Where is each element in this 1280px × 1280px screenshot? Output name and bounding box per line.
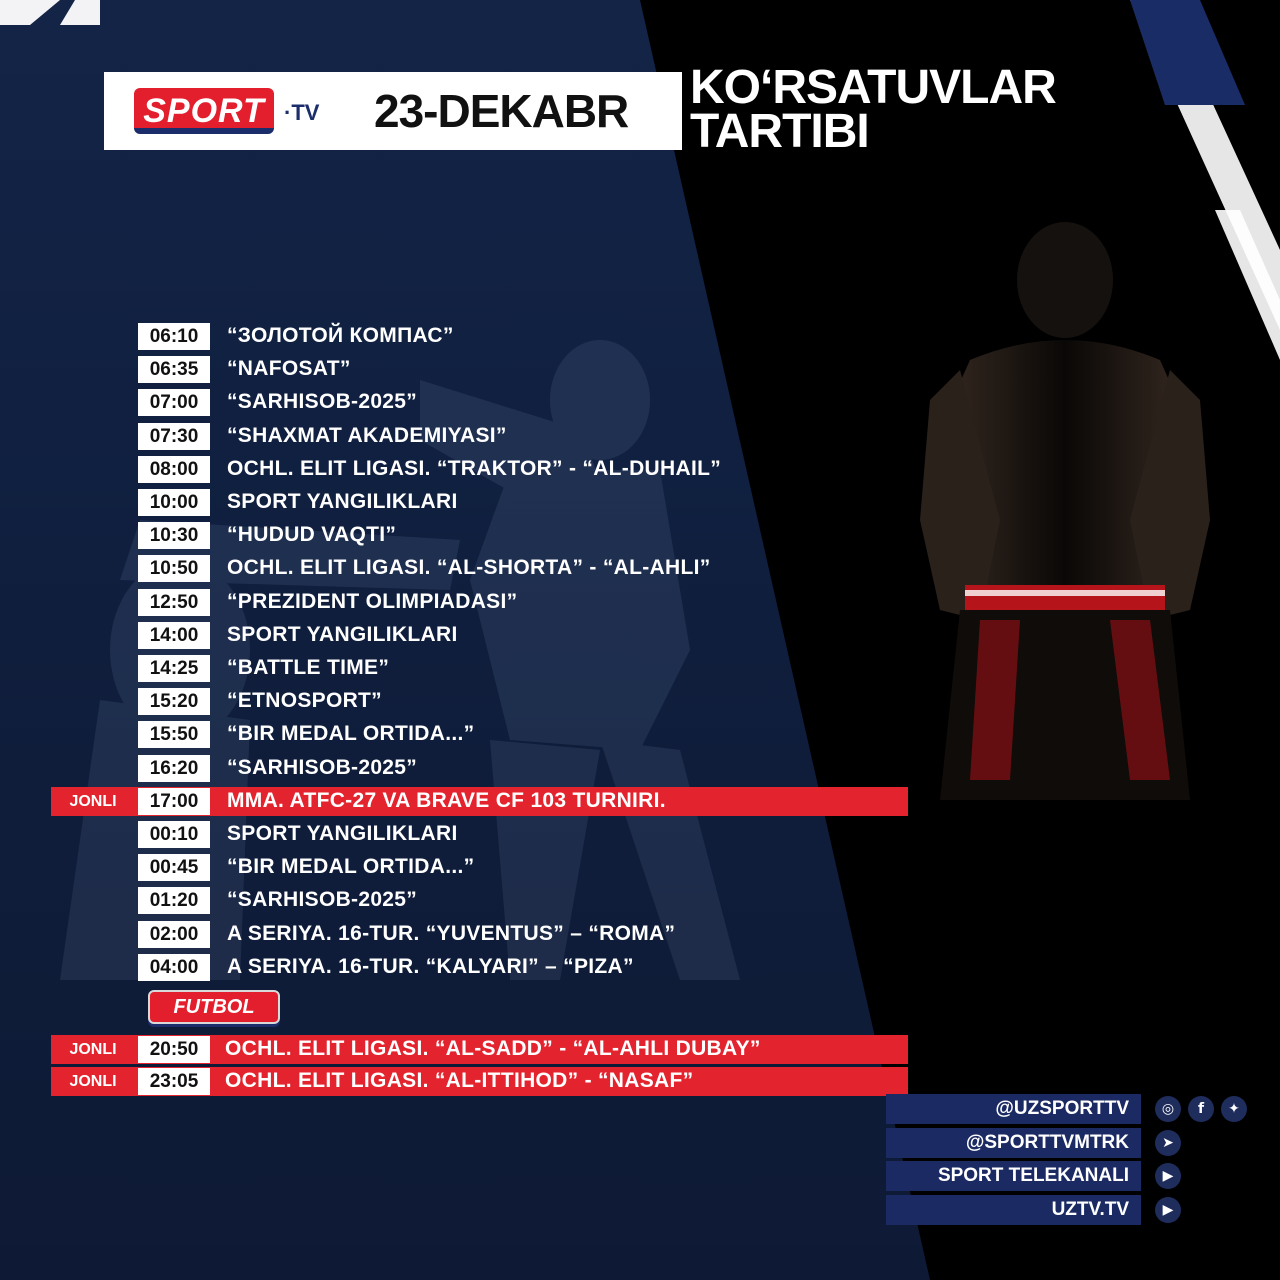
schedule-title: “BIR MEDAL ORTIDA...” [227, 722, 475, 746]
schedule-row [0, 820, 910, 848]
schedule-time: 16:20 [138, 755, 210, 782]
schedule-time: 10:00 [138, 489, 210, 516]
youtube-icon[interactable]: ▶ [1155, 1163, 1181, 1189]
schedule-row [0, 422, 910, 450]
header-title-line1: KO‘RSATUVLAR [690, 61, 1056, 114]
schedule-row [0, 588, 910, 616]
schedule-time: 10:30 [138, 522, 210, 549]
social-link-row[interactable] [886, 1195, 1141, 1225]
header-title-line2: TARTIBI [690, 105, 869, 158]
schedule-row [0, 521, 910, 549]
header-bar [104, 72, 682, 150]
schedule-row [0, 1035, 910, 1063]
schedule-title: OCHL. ELIT LIGASI. “AL-SHORTA” - “AL-AHLI” [227, 556, 711, 580]
schedule-row [0, 1067, 910, 1095]
schedule-time: 10:50 [138, 555, 210, 582]
schedule-title: SPORT YANGILIKLARI [227, 622, 458, 646]
schedule-time: 06:35 [138, 356, 210, 383]
schedule-time: 20:50 [138, 1036, 210, 1063]
instagram-icon[interactable]: ◎ [1155, 1096, 1181, 1122]
schedule-row [0, 621, 910, 649]
social-link-text[interactable]: SPORT TELEKANALI [937, 1165, 1129, 1186]
social-link-row[interactable] [886, 1161, 1141, 1191]
schedule-time: 17:00 [138, 788, 210, 815]
schedule-title: MMA. ATFC-27 VA BRAVE CF 103 TURNIRI. [227, 788, 666, 812]
schedule-title: “SARHISOB-2025” [227, 755, 418, 779]
schedule-row [0, 488, 910, 516]
telegram-icon[interactable]: ➤ [1155, 1130, 1181, 1156]
schedule-time: 00:10 [138, 821, 210, 848]
schedule-title: “NAFOSAT” [227, 357, 351, 381]
facebook-icon[interactable]: f [1188, 1096, 1214, 1122]
schedule-row [0, 388, 910, 416]
schedule-time: 04:00 [138, 954, 210, 981]
schedule-time: 02:00 [138, 921, 210, 948]
schedule-title: OCHL. ELIT LIGASI. “AL-SADD” - “AL-AHLI DUBAY” [225, 1037, 761, 1060]
futbol-channel-logo: FUTBOL [148, 990, 280, 1024]
schedule-row [0, 554, 910, 582]
schedule-row [0, 787, 910, 815]
social-link-text[interactable]: @SPORTTVMTRK [965, 1131, 1129, 1153]
schedule-time: 12:50 [138, 589, 210, 616]
schedule-title: OCHL. ELIT LIGASI. “TRAKTOR” - “AL-DUHAIL” [227, 456, 722, 480]
schedule-title: SPORT YANGILIKLARI [227, 490, 458, 513]
schedule-title: “SARHISOB-2025” [227, 888, 418, 912]
schedule-time: 15:50 [138, 721, 210, 748]
schedule-title: SPORT YANGILIKLARI [227, 822, 458, 845]
schedule-row [0, 853, 910, 881]
schedule-row [0, 455, 910, 483]
schedule-title: “ЗОЛОТОЙ КОМПАС” [227, 324, 454, 347]
schedule-title: “HUDUD VAQTI” [227, 523, 397, 547]
social-link-row[interactable] [886, 1128, 1141, 1158]
play-icon[interactable]: ▶ [1155, 1197, 1181, 1223]
schedule-title: A SERIYA. 16-TUR. “KALYARI” – “PIZA” [227, 954, 634, 978]
schedule-row [0, 953, 910, 981]
schedule-time: 15:20 [138, 688, 210, 715]
social-link-text[interactable]: UZTV.TV [1051, 1198, 1129, 1220]
schedule-time: 08:00 [138, 456, 210, 483]
social-link-row[interactable] [886, 1094, 1141, 1124]
schedule-title: “SARHISOB-2025” [227, 390, 418, 414]
live-tag: JONLI [69, 1073, 117, 1090]
fighter-silhouette-image [900, 220, 1240, 800]
schedule-row [0, 654, 910, 682]
schedule-title: “BATTLE TIME” [227, 656, 390, 679]
social-link-text[interactable]: @UZSPORTTV [995, 1098, 1129, 1119]
logo-text: SPORT [143, 92, 265, 130]
schedule-time: 14:25 [138, 655, 210, 682]
schedule-title: “BIR MEDAL ORTIDA...” [227, 855, 475, 879]
schedule-row [0, 687, 910, 715]
live-tag: JONLI [69, 792, 117, 810]
twitter-icon[interactable]: ✦ [1221, 1096, 1247, 1122]
schedule-title: “ETNOSPORT” [227, 689, 382, 713]
schedule-row [0, 754, 910, 782]
schedule-time: 07:30 [138, 423, 210, 450]
schedule-time: 01:20 [138, 887, 210, 914]
schedule-title: “SHAXMAT AKADEMIYASI” [227, 423, 507, 447]
schedule-title: “PREZIDENT OLIMPIADASI” [227, 589, 518, 613]
schedule-row [0, 322, 910, 350]
schedule-title: OCHL. ELIT LIGASI. “AL-ITTIHOD” - “NASAF” [225, 1069, 694, 1092]
header-title [690, 61, 1090, 158]
schedule-time: 07:00 [138, 389, 210, 416]
schedule-title: A SERIYA. 16-TUR. “YUVENTUS” – “ROMA” [227, 921, 676, 945]
schedule-row [0, 355, 910, 383]
schedule-time: 14:00 [138, 622, 210, 649]
schedule-time: 23:05 [138, 1068, 210, 1095]
live-tag: JONLI [69, 1041, 117, 1058]
header-date: 23-DEKABR [374, 85, 629, 137]
schedule-row [0, 886, 910, 914]
sport-tv-logo [134, 88, 274, 134]
schedule-time: 06:10 [138, 323, 210, 350]
schedule-row [0, 720, 910, 748]
logo-suffix: ·TV [284, 100, 320, 125]
schedule-row [0, 920, 910, 948]
schedule-time: 00:45 [138, 854, 210, 881]
